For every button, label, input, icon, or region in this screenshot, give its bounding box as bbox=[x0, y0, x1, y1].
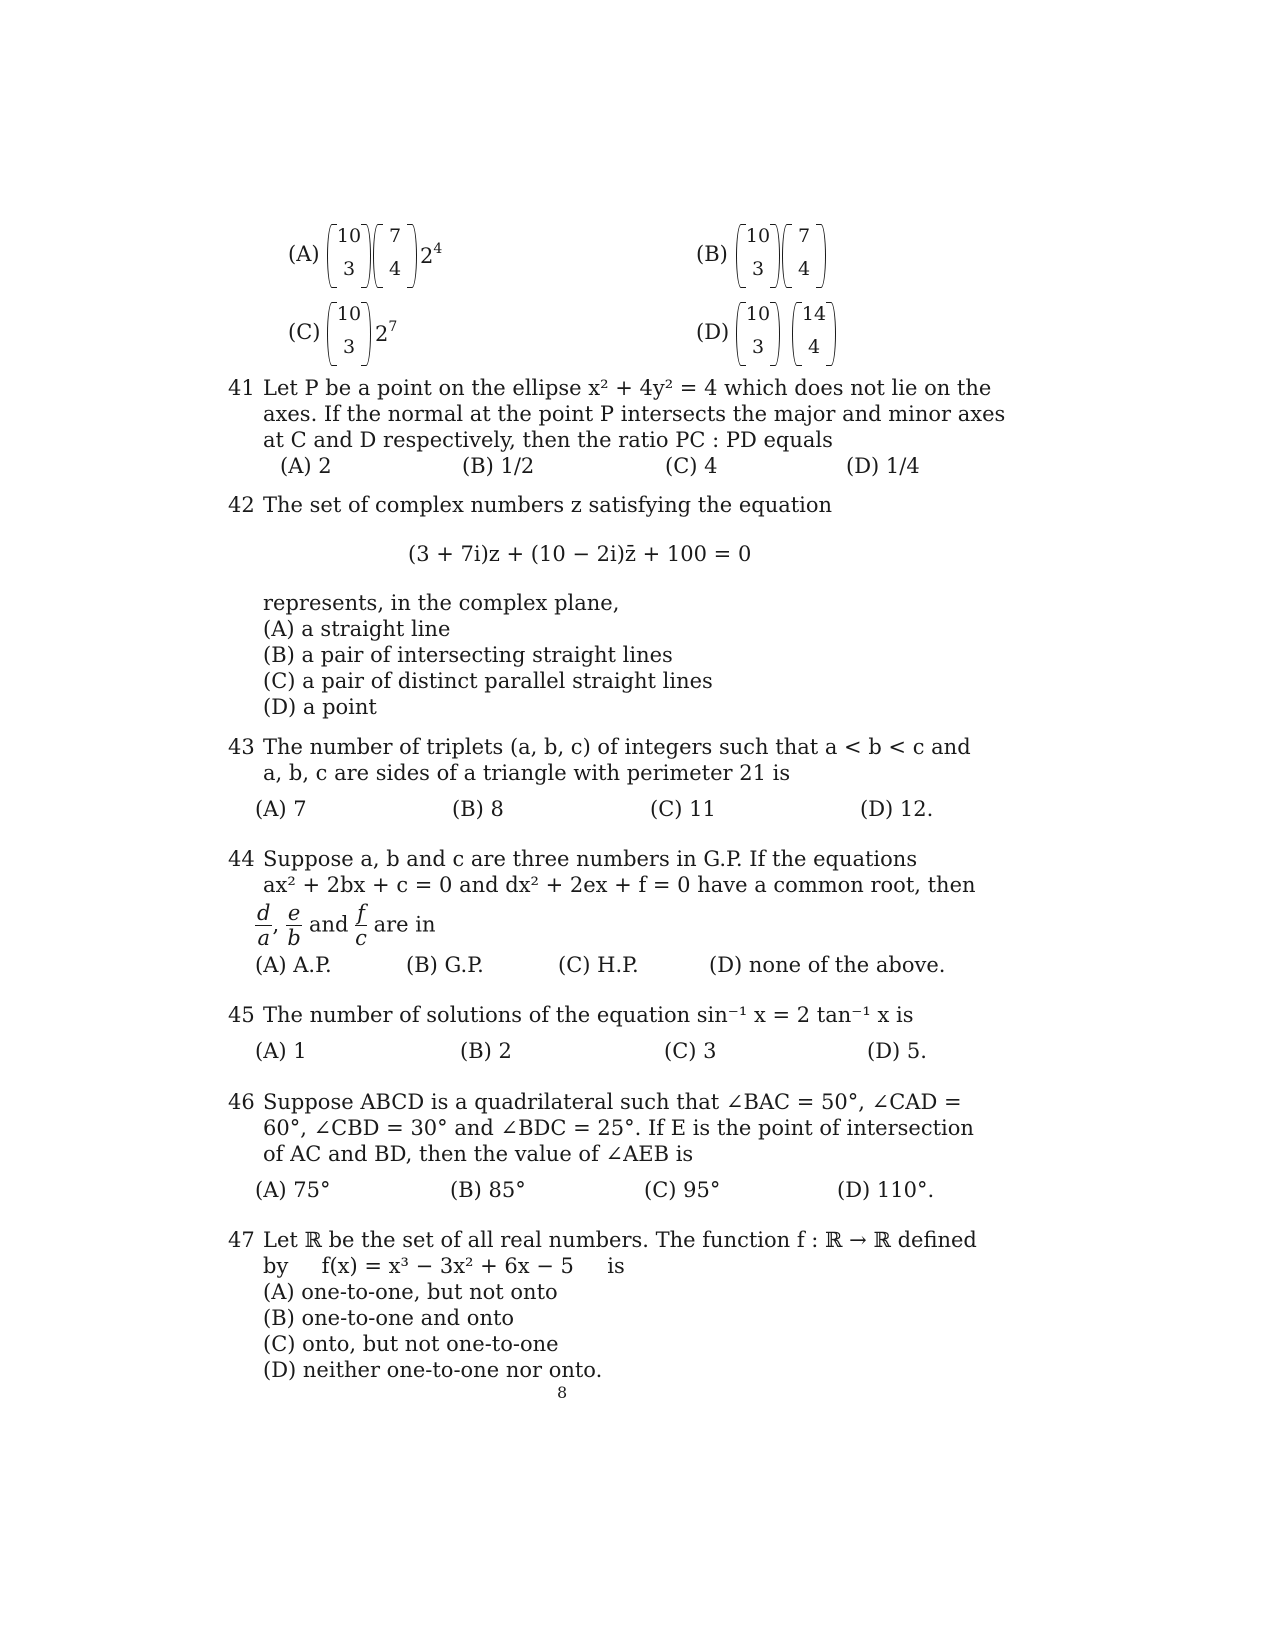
q40-option-c-label: (C) bbox=[288, 320, 321, 344]
answer-option: (C) a pair of distinct parallel straight lines bbox=[263, 669, 713, 693]
answer-option: (B) 8 bbox=[452, 797, 504, 821]
display-equation: (3 + 7i)z + (10 − 2i)z̄ + 100 = 0 bbox=[408, 542, 752, 566]
answer-option: (D) 1/4 bbox=[846, 454, 920, 478]
question-number: 43 bbox=[228, 735, 255, 759]
question-text-line: The number of triplets (a, b, c) of integers such that a < b < c and bbox=[263, 735, 971, 759]
binomial: 7 4 bbox=[782, 224, 826, 288]
answer-option: (C) 3 bbox=[664, 1039, 717, 1063]
answer-option: (A) a straight line bbox=[263, 617, 451, 641]
answer-option: (A) 7 bbox=[255, 797, 307, 821]
answer-option: (C) 11 bbox=[650, 797, 716, 821]
answer-option: (C) 95° bbox=[644, 1178, 721, 1202]
answer-option: (A) A.P. bbox=[255, 953, 332, 977]
question-number: 45 bbox=[228, 1003, 255, 1027]
answer-option: (B) one-to-one and onto bbox=[263, 1306, 515, 1330]
question-text-line: Suppose a, b and c are three numbers in G.P. If the equations bbox=[263, 847, 918, 871]
question-number: 46 bbox=[228, 1090, 255, 1114]
question-text-line: of AC and BD, then the value of ∠AEB is bbox=[263, 1142, 694, 1166]
power-term: $2^7$ bbox=[375, 319, 398, 346]
answer-option: (D) 5. bbox=[867, 1039, 927, 1063]
answer-option: (D) neither one-to-one nor onto. bbox=[263, 1358, 603, 1382]
answer-option: (C) 4 bbox=[665, 454, 718, 478]
binomial: 7 4 bbox=[373, 224, 417, 288]
fraction: $\frac{f}{c}$ bbox=[355, 901, 367, 950]
question-text-line: 60°, ∠CBD = 30° and ∠BDC = 25°. If E is the point of intersection bbox=[263, 1116, 974, 1140]
answer-option: (A) 75° bbox=[255, 1178, 331, 1202]
question-number: 41 bbox=[228, 376, 255, 400]
question-text-line: Suppose ABCD is a quadrilateral such that ∠BAC = 50°, ∠CAD = bbox=[263, 1090, 962, 1114]
q40-option-b-label: (B) bbox=[696, 242, 728, 266]
question-text-line: at C and D respectively, then the ratio PC : PD equals bbox=[263, 428, 833, 452]
question-text-line: a, b, c are sides of a triangle with perimeter 21 is bbox=[263, 761, 791, 785]
q40-option-a-label: (A) bbox=[288, 242, 320, 266]
answer-option: (A) 1 bbox=[255, 1039, 307, 1063]
question-number: 44 bbox=[228, 847, 255, 871]
binomial: 14 4 bbox=[792, 302, 836, 366]
answer-option: (D) 110°. bbox=[837, 1178, 935, 1202]
answer-option: (A) 2 bbox=[280, 454, 332, 478]
answer-option: (D) none of the above. bbox=[709, 953, 946, 977]
binomial: 10 3 bbox=[736, 224, 780, 288]
question-text-line: axes. If the normal at the point P intersects the major and minor axes bbox=[263, 402, 1006, 426]
question-text-line: Let ℝ be the set of all real numbers. The function f : ℝ → ℝ defined bbox=[263, 1228, 977, 1252]
binomial: 10 3 bbox=[327, 302, 371, 366]
binomial: 10 3 bbox=[736, 302, 780, 366]
answer-option: (A) one-to-one, but not onto bbox=[263, 1280, 558, 1304]
q40-option-d-label: (D) bbox=[696, 320, 730, 344]
question-text-line: ax² + 2bx + c = 0 and dx² + 2ex + f = 0 have a common root, then bbox=[263, 873, 976, 897]
answer-option: (C) H.P. bbox=[558, 953, 639, 977]
page-number: 8 bbox=[557, 1383, 568, 1402]
answer-option: (B) a pair of intersecting straight lines bbox=[263, 643, 673, 667]
question-text-line: The set of complex numbers z satisfying the equation bbox=[263, 493, 833, 517]
answer-option: (B) G.P. bbox=[406, 953, 484, 977]
question-text-line: by f(x) = x³ − 3x² + 6x − 5 is bbox=[263, 1254, 625, 1278]
answer-option: (C) onto, but not one-to-one bbox=[263, 1332, 559, 1356]
fraction: $\frac{e}{b}$ bbox=[287, 901, 301, 950]
question-text-line: The number of solutions of the equation sin⁻¹ x = 2 tan⁻¹ x is bbox=[263, 1003, 914, 1027]
question-text-line: Let P be a point on the ellipse x² + 4y² = 4 which does not lie on the bbox=[263, 376, 992, 400]
question-number: 42 bbox=[228, 493, 255, 517]
answer-option: (D) 12. bbox=[860, 797, 934, 821]
binomial: 10 3 bbox=[327, 224, 371, 288]
answer-option: (B) 1/2 bbox=[462, 454, 535, 478]
answer-option: (D) a point bbox=[263, 695, 377, 719]
answer-option: (B) 85° bbox=[450, 1178, 526, 1202]
fraction: $\frac{d}{a}$ bbox=[257, 901, 271, 950]
question-text-line: represents, in the complex plane, bbox=[263, 591, 620, 615]
answer-option: (B) 2 bbox=[460, 1039, 512, 1063]
question-number: 47 bbox=[228, 1228, 255, 1252]
fraction-line: $\frac{d}{a}$ , $\frac{e}{b}$ and $\frac{f}{c}$ are in bbox=[257, 901, 436, 950]
power-term: $2^4$ bbox=[420, 241, 443, 268]
